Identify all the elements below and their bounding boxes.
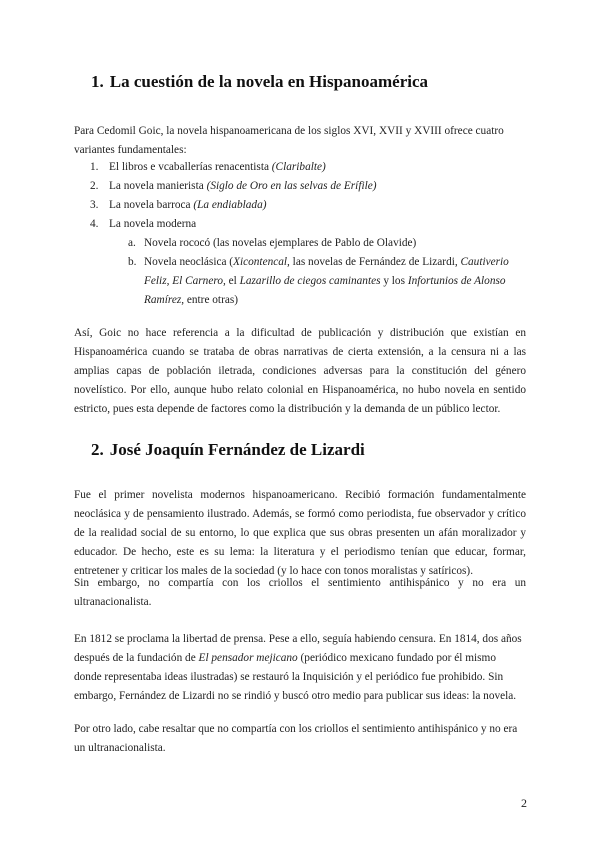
sublist-item-b-line-3: Ramírez, entre otras)	[144, 294, 239, 306]
list-marker: 4.	[90, 218, 99, 230]
list-item-text: La novela barroca	[109, 199, 194, 211]
list-item-italic: (Claribalte)	[271, 161, 326, 173]
sublist-item-b-line-2: Feliz, El Carnero, el Lazarillo de ciegos caminantes y los Infortunios de Alonso	[144, 275, 506, 287]
list-item-italic: (Siglo de Oro en las selvas de Erífile)	[206, 180, 377, 192]
list-item-4	[90, 215, 197, 234]
section-1-paragraph: Así, Goic no hace referencia a la dificultad de publicación y distribución que existían en Hispanoamérica cuando se trataba de obras narrativas de cierta extensión, a la censura ni a las amplias capas de población iletrada, condiciones adversas para la constitución del género novelístico. Por ello, aunque hubo relato colonial en Hispanoamérica, no hubo novela en sentido estricto, pues esta depende de factores como la distribución y la demanda de un público lector.	[74, 327, 526, 415]
sublist-marker: a.	[128, 237, 136, 249]
section-1-number: 1.	[91, 72, 104, 91]
list-item-1	[90, 158, 326, 177]
list-item-text: La novela moderna	[109, 218, 197, 230]
section-2-title: José Joaquín Fernández de Lizardi	[109, 440, 365, 459]
section-2-paragraph-1: Fue el primer novelista modernos hispanoamericano. Recibió formación fundamentalmente neoclásica y de pensamiento ilustrado. Además, se formó como periodista, fue observador y crítico de la realidad social de su entorno, lo que explica que sus obras presenten un afán moralizador y educador. De hecho, este es su lema: la literatura y el periodismo tenían que educar, formar, entretener y criticar los males de la sociedad (y lo hace con tonos moralistas y satíricos).	[74, 489, 526, 577]
list-marker: 1.	[90, 161, 99, 173]
sublist-item-text: Novela rococó (las novelas ejemplares de Pablo de Olavide)	[144, 237, 417, 249]
section-1-heading	[91, 72, 428, 92]
section-2-number: 2.	[91, 440, 104, 459]
sublist-item-b-line-1: Novela neoclásica (Xicontencal, las novelas de Fernández de Lizardi, Cautiverio	[144, 256, 509, 268]
page-number: 2	[521, 796, 527, 810]
sublist-item-b	[128, 253, 136, 272]
list-item-text: La novela manierista	[109, 180, 207, 192]
list-item-text: El libros e vcaballerías renacentista	[109, 161, 272, 173]
sublist-marker: b.	[128, 256, 137, 268]
list-item-3	[90, 196, 267, 215]
section-2-paragraph-3: En 1812 se proclama la libertad de prensa. Pese a ello, seguía habiendo censura. En 1814, dos años después de la fundación de El pensador mejicano (periódico mexicano fundado por él mismo donde representaba ideas ilustradas) se restauró la Inquisición y el periódico fue prohibido. Sin embargo, Fernández de Lizardi no se rindió y buscó otro medio para publicar sus ideas: la novela.	[74, 633, 522, 702]
section-2-paragraph-2: Sin embargo, no compartía con los criollos el sentimiento antihispánico y no era un ultranacionalista.	[74, 577, 526, 608]
list-marker: 2.	[90, 180, 99, 192]
section-1-title: La cuestión de la novela en Hispanoamérica	[109, 72, 429, 91]
section-1-intro: Para Cedomil Goic, la novela hispanoamericana de los siglos XVI, XVII y XVIII ofrece cuatro variantes fundamentales:	[74, 125, 504, 156]
sublist-item-a	[128, 234, 417, 253]
list-item-italic: (La endiablada)	[193, 199, 267, 211]
section-2-paragraph-4: Por otro lado, cabe resaltar que no compartía con los criollos el sentimiento antihispánico y no era un ultranacionalista.	[74, 723, 518, 754]
list-marker: 3.	[90, 199, 99, 211]
list-item-2	[90, 177, 377, 196]
section-2-heading	[91, 440, 365, 460]
